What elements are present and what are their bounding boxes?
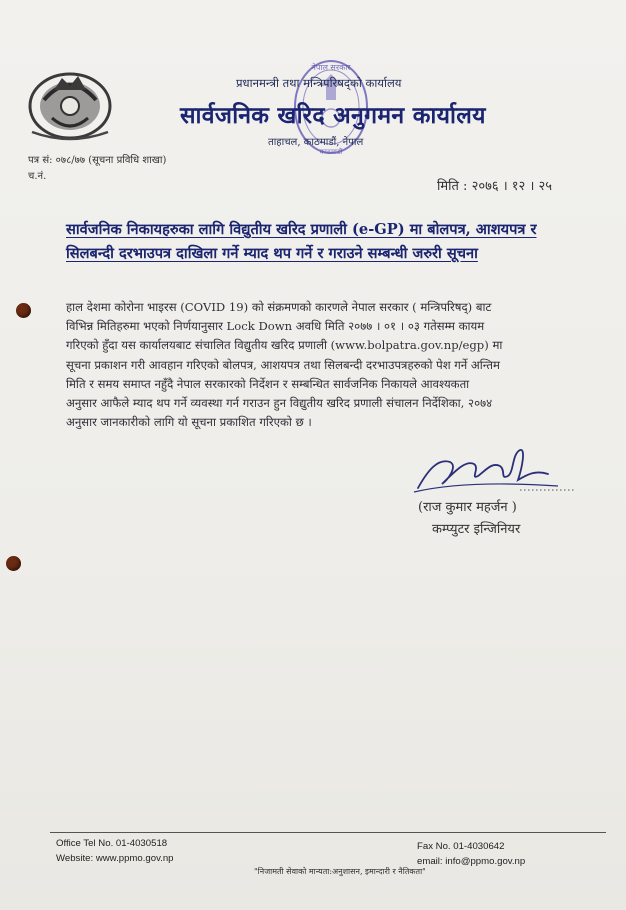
body-line: गरिएको हुँदा यस कार्यालयबाट संचालित विद्युतीय खरिद प्रणाली (www.bolpatra.gov.np/egp) मा [66,338,503,353]
footer-divider [50,832,606,833]
punch-hole-bottom [6,556,21,571]
body-line: अनुसार आफैले म्याद थप गर्ने व्यवस्था गर्न गराउन हुन विद्युतीय खरिद प्रणाली संचालन निर्देशिका, २०७४ [66,396,493,411]
handwritten-signature-icon [408,440,578,500]
body-line: हाल देशमा कोरोना भाइरस (COVID 19) को संक्रमणको कारणले नेपाल सरकार ( मन्त्रिपरिषद्) बाट [66,300,492,314]
body-line: मिति र समय समाप्त नहुँदै नेपाल सरकारको निर्देशन र सम्बन्धित सार्वजनिक निकायले आवश्यकता [66,376,470,391]
footer-email: email: info@ppmo.gov.np [417,856,526,867]
footer-fax: Fax No. 01-4030642 [417,841,505,852]
punch-hole-top [16,303,31,318]
ministry-name: प्रधानमन्त्री तथा मन्त्रिपरिषद्को कार्यालय [236,76,402,90]
notice-subject [66,218,606,266]
office-address: ताहाचल, काठमाडौं, नेपाल [268,137,364,148]
office-name: सार्वजनिक खरिद अनुगमन कार्यालय [180,102,486,129]
body-line: सूचना प्रकाशन गरी आवहान गरिएको बोलपत्र, आशयपत्र तथा सिलबन्दी दरभाउपत्रहरुको पेश गर्ने अन्तिम [66,357,500,372]
footer-website: Website: www.ppmo.gov.np [56,853,174,864]
svg-text:नेपाल सरकार: नेपाल सरकार [311,63,351,72]
body-line: विभिन्न मितिहरुमा भएको निर्णयानुसार Lock Down अवधि मिति २०७७ । ०१ । ०३ गतेसम्म कायम [66,319,485,334]
dispatch-number: च.नं. [28,171,47,182]
footer-office-tel: Office Tel No. 01-4030518 [56,838,168,849]
signatory-name: (राज कुमार महर्जन ) [418,500,517,515]
letter-number: पत्र सं: ०७८/७७ (सूचना प्रविधि शाखा) [28,155,167,166]
nepal-emblem-icon [24,60,116,144]
letter-date: मिति : २०७६ । १२ । २५ [437,179,553,194]
body-line: अनुसार जानकारीको लागि यो सूचना प्रकाशित गरिएको छ । [66,415,312,430]
subject-line: सार्वजनिक निकायहरुका लागि विद्युतीय खरिद प्रणाली (e-GP) मा बोलपत्र, आशयपत्र र [66,221,537,238]
svg-text:काठमाडौं: काठमाडौं [319,148,343,156]
subject-line: सिलबन्दी दरभाउपत्र दाखिला गर्ने म्याद थप गर्ने र गराउने सम्बन्धी जरुरी सूचना [66,245,478,262]
footer-motto: "निजामती सेवाको मान्यता:अनुशासन, इमान्दारी र नैतिकता" [254,867,426,876]
signatory-title: कम्प्युटर इन्जिनियर [432,522,521,537]
notice-body [66,298,606,432]
